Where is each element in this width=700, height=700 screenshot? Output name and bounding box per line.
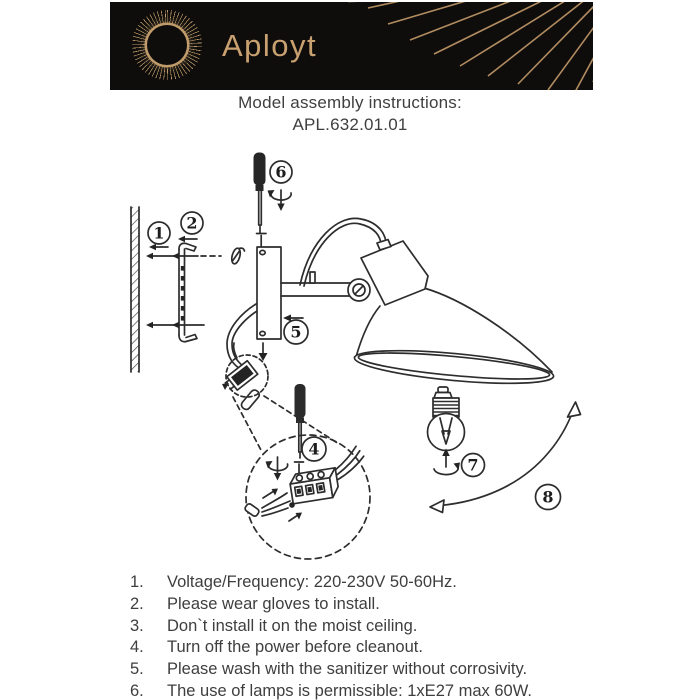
callout-6-label: 6 — [275, 162, 287, 182]
item-text: Please wash with the sanitizer without corrosivity. — [167, 660, 528, 679]
fixing-arrows-bottom — [146, 322, 204, 328]
callout-4 — [302, 437, 326, 461]
list-item — [130, 616, 600, 638]
plate-screw-icon — [257, 234, 267, 247]
callout-4-label: 4 — [308, 439, 320, 459]
item-text: Please wear gloves to install. — [167, 594, 380, 613]
detail-circle — [244, 384, 370, 559]
item-number: 5. — [130, 660, 144, 679]
socket-housing — [361, 240, 428, 306]
light-bulb-icon — [428, 387, 465, 451]
callout-1 — [148, 222, 170, 244]
callout-7 — [462, 454, 485, 477]
list-item — [130, 637, 600, 659]
screwdriver-icon — [254, 153, 266, 233]
list-item — [130, 681, 600, 700]
wall — [131, 207, 139, 372]
callout-2-label: 2 — [186, 213, 198, 233]
item-number: 4. — [130, 638, 144, 657]
item-number: 6. — [130, 681, 144, 700]
anchor-screw-icon — [230, 247, 244, 264]
callout-2 — [181, 212, 203, 234]
item-number: 3. — [130, 616, 144, 635]
callout-5 — [284, 320, 308, 344]
rotate-arrow-small-icon — [266, 457, 288, 481]
page-title-line1: Model assembly instructions: — [238, 93, 462, 112]
item-number: 1. — [130, 573, 144, 591]
callout-7-label: 7 — [467, 455, 479, 475]
brand-name: Aployt — [222, 28, 318, 63]
rotate-bulb-icon — [434, 449, 460, 475]
list-item — [130, 594, 600, 616]
callout-1-label: 1 — [153, 223, 165, 243]
instructions-list — [130, 572, 600, 700]
callout-8 — [536, 485, 561, 510]
mounting-bracket — [179, 243, 197, 341]
item-text: Turn off the power before cleanout. — [167, 638, 423, 657]
callout-6 — [270, 161, 292, 183]
rotate-arrow-icon — [268, 190, 292, 211]
item-text: Don`t install it on the moist ceiling. — [167, 616, 418, 635]
pivot-screw — [348, 279, 370, 301]
item-text: The use of lamps is permissible: 1xE27 max 60W. — [167, 681, 532, 700]
list-item — [130, 572, 600, 594]
item-text: Voltage/Frequency: 220-230V 50-60Hz. — [167, 573, 457, 591]
terminal-block — [286, 445, 369, 503]
item-number: 2. — [130, 594, 144, 613]
list-item — [130, 659, 600, 681]
model-code: APL.632.01.01 — [292, 115, 408, 134]
callout-8-label: 8 — [542, 487, 554, 507]
callout-5-label: 5 — [290, 322, 302, 342]
lamp-arm — [281, 272, 352, 296]
